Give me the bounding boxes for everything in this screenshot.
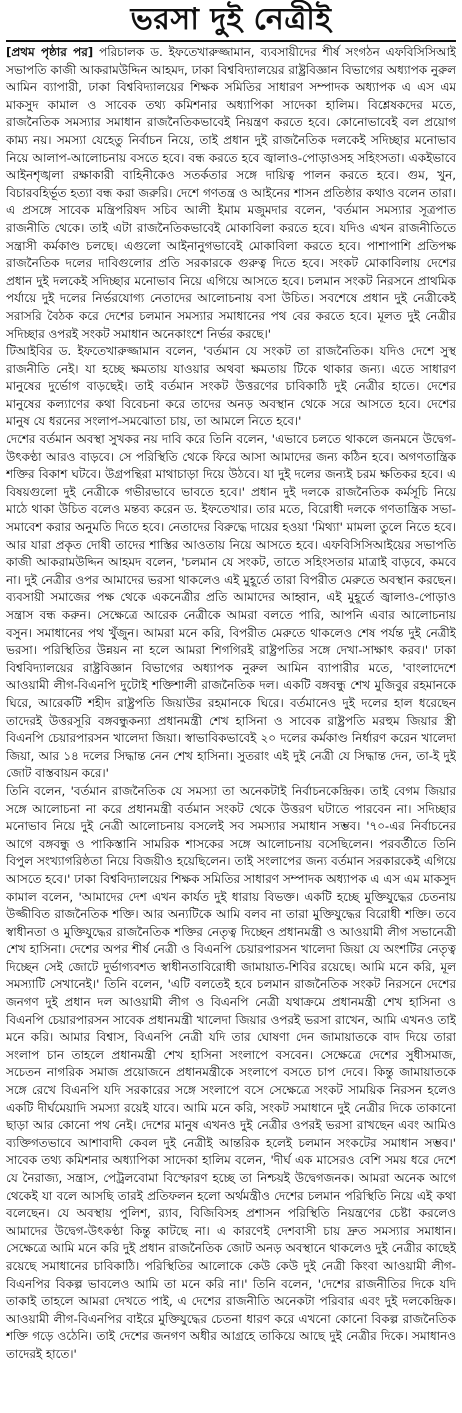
headline-rule <box>6 40 456 42</box>
article-paragraph <box>6 44 456 343</box>
paragraph-text: পরিচালক ড. ইফতেখারুজ্জামান, ব্যবসায়ীদের শীর্ষ সংগঠন এফবিসিসিআই সভাপতি কাজী আকরামউদ্দিন আহমদ, ঢাকা বিশ্ববিদ্যালয়ের রাষ্ট্রবিজ্ঞান বিভাগের অধ্যাপক নুরুল আমিন ব্যাপারী, ঢাকা বিশ্ববিদ্যালয়ের শিক্ষক সমিতির সাধারণ সম্পাদক অধ্যাপক এ এস এম মাকসুদ কামাল ও সাবেক তথ্য কমিশনার অধ্যাপিকা সাদেকা হালিম। বিশ্লেষকদের মতে, রাজনৈতিক সমস্যার সমাধান রাজনৈতিকভাবেই নিয়ন্ত্রণ করতে হবে। কোনোভাবেই বল প্রয়োগ কাম্য নয়। সমস্যা যেহেতু নির্বাচন নিয়ে, তাই প্রধান দুই রাজনৈতিক দলকেই সদিচ্ছার মনোভাব নিয়ে আলাপ-আলোচনায় বসতে হবে। বন্ধ করতে হবে জ্বালাও-পোড়াওসহ সহিংসতা। একইভাবে আইনশৃঙ্খলা রক্ষাকারী বাহিনীকেও সতর্কতার সঙ্গে দায়িত্ব পালন করতে হবে। গুম, খুন, বিচারবহির্ভূত হত্যা বন্ধ করা জরুরি। দেশে গণতন্ত্র ও আইনের শাসন প্রতিষ্ঠার কথাও বলেন তারা। এ প্রসঙ্গে সাবেক মন্ত্রিপরিষদ সচিব আলী ইমাম মজুমদার বলেন, 'বর্তমান সমস্যার সূত্রপাত রাজনীতি থেকে। তাই এটা রাজনৈতিকভাবেই মোকাবিলা করতে হবে। যদিও এখন রাজনীতিতে সন্ত্রাসী কর্মকাণ্ড চলছে। এগুলো আইনানুগভাবেই মোকাবিলা করতে হবে। পাশাপাশি প্রতিপক্ষ রাজনৈতিক দলের দাবিগুলোর প্রতি সরকারকে গুরুত্ব দিতে হবে। সংকট মোকাবিলায় দেশের প্রধান দুই দলকেই সদিচ্ছার মনোভাব নিয়ে এগিয়ে আসতে হবে। চলমান সংকট নিরসনে প্রাথমিক পর্যায়ে দুই দলের নির্ভরযোগ্য নেতাদের আলোচনায় বসা উচিত। সবশেষে প্রধান দুই নেত্রীকেই সরাসরি বৈঠক করে দেশের চলমান সমস্যার সমাধানের পথ বের করতে হবে। মূলত দুই নেত্রীর সদিচ্ছার ওপরই সংকট সমাধান অনেকাংশে নির্ভর করছে।' <box>6 45 456 341</box>
headline: ভরসা দুই নেত্রীই <box>130 2 332 37</box>
article-body <box>6 44 456 1412</box>
article-paragraph: টিআইবির ড. ইফতেখারুজ্জামান বলেন, 'বর্তমান যে সংকট তা রাজনৈতিক। যদিও দেশে সুস্থ রাজনীতি নেই। যা হচ্ছে ক্ষমতায় যাওয়ার অথবা ক্ষমতায় টিকে থাকার জন্য। এতে সাধারণ মানুষের দুর্ভোগ বাড়ছেই। তাই বর্তমান সংকট উত্তরণের চাবিকাঠি দুই নেত্রীর হাতে। দেশের মানুষের কল্যাণের কথা বিবেচনা করে তাদের অনড় অবস্থান থেকে সরে আসতে হবে। দেশের মানুষ যে ধরনের সংলাপ-সমঝোতা চায়, তা আমলে নিতে হবে।' <box>6 344 456 429</box>
continuation-label: [প্রথম পৃষ্ঠার পর] <box>6 45 94 59</box>
article-paragraph: তিনি বলেন, 'বর্তমান রাজনৈতিক যে সমস্যা তা অনেকটাই নির্বাচনকেন্দ্রিক। তাই বেগম জিয়ার সঙ্গে আলোচনা না করে প্রধানমন্ত্রী বর্তমান সংকট থেকে উত্তরণ ঘটাতে পারবেন না। সদিচ্ছার মনোভাব নিয়ে দুই নেত্রী আলোচনায় বসলেই সব সমস্যার সমাধান সম্ভব। '৭০-এর নির্বাচনের আগে বঙ্গবন্ধু ও পাকিস্তানি সামরিক শাসকের সঙ্গে আলোচনায় বসেছিলেন। পরবর্তীতে তিনি বিপুল সংখ্যাগরিষ্ঠতা নিয়ে বিজয়ীও হয়েছিলেন। তাই সংলাপের জন্য বর্তমান সরকারকেই এগিয়ে আসতে হবে।' ঢাকা বিশ্ববিদ্যালয়ের শিক্ষক সমিতির সাধারণ সম্পাদক অধ্যাপক এ এস এম মাকসুদ কামাল বলেন, 'আমাদের দেশ এখন কার্যত দুই ধারায় বিভক্ত। একটি হচ্ছে মুক্তিযুদ্ধের চেতনায় উজ্জীবিত রাজনৈতিক শক্তি। আর অন্যটিকে আমি বলব না তারা মুক্তিযুদ্ধের বিরোধী শক্তি। তবে স্বাধীনতা ও মুক্তিযুদ্ধের রাজনৈতিক শক্তির নেতৃত্ব দিচ্ছেন প্রধানমন্ত্রী ও আওয়ামী লীগ সভানেত্রী শেখ হাসিনা। দেশের অপর শীর্ষ নেত্রী ও বিএনপি চেয়ারপারসন খালেদা জিয়া যে অংশটির নেতৃত্ব দিচ্ছেন সেই জোটে দুর্ভাগ্যবশত স্বাধীনতাবিরোধী জামায়াত-শিবির রয়েছে। আমি মনে করি, মূল সমস্যাটি সেখানেই।' তিনি বলেন, 'এটি বলতেই হবে চলমান রাজনৈতিক সংকট নিরসনে দেশের জনগণ দুই প্রধান দল আওয়ামী লীগ ও বিএনপি নেত্রী যথাক্রমে প্রধানমন্ত্রী শেখ হাসিনা ও বিএনপি চেয়ারপারসন সাবেক প্রধানমন্ত্রী খালেদা জিয়ার ওপরই ভরসা রাখেন, আমি এখনও তাই মনে করি। আমার বিশ্বাস, বিএনপি নেত্রী যদি তার ঘোষণা দেন জামায়াতকে বাদ দিয়ে তারা সংলাপ চান তাহলে প্রধানমন্ত্রী শেখ হাসিনা সংলাপে বসবেন। সেক্ষেত্রে দেশের সুধীসমাজ, সচেতন নাগরিক সমাজ প্রয়োজনে প্রধানমন্ত্রীকে সংলাপে বসতে চাপ দেবে। কিন্তু জামায়াতকে সঙ্গে রেখে বিএনপি যদি সরকারের সঙ্গে সংলাপে বসে সেক্ষেত্রে সংকট সাময়িক নিরসন হলেও একটি দীর্ঘমেয়াদি সমস্যা রয়েই যাবে। আমি মনে করি, সংকট সমাধানে দুই নেত্রীর দিকে তাকানো ছাড়া আর কোনো পথ নেই। দেশের মানুষ এখনও দুই নেত্রীর ওপরই ভরসা রাখছেন এবং আমিও ব্যক্তিগতভাবে আশাবাদী কেবল দুই নেত্রীই আন্তরিক হলেই চলমান সংকটের সমাধান সম্ভব।' সাবেক তথ্য কমিশনার অধ্যাপিকা সাদেকা হালিম বলেন, 'দীর্ঘ এক মাসেরও বেশি সময় ধরে দেশে যে নৈরাজ্য, সন্ত্রাস, পেট্রলবোমা বিস্ফোরণ হচ্ছে তা নিশ্চয়ই উদ্বেগজনক। আমরা অনেক আগে থেকেই যা বলে আসছি তারই প্রতিফলন হলো অর্থমন্ত্রীও দেশের চলমান পরিস্থিতি নিয়ে এই কথা বলেছেন। যে অবস্থায় পুলিশ, র‍্যাব, বিজিবিসহ প্রশাসন পরিস্থিতি নিয়ন্ত্রণের চেষ্টা করলেও আমাদের উদ্বেগ-উৎকণ্ঠা কিন্তু কাটছে না। এ কারণেই দেশবাসী চায় দ্রুত সমস্যার সমাধান। সেক্ষেত্রে আমি মনে করি দুই প্রধান রাজনৈতিক জোট অনড় অবস্থানে থাকলেও দুই নেত্রীর কাছেই রয়েছে সমাধানের চাবিকাঠি। পরিস্থিতির আলোকে কেউ কেউ দুই নেত্রী কিংবা আওয়ামী লীগ-বিএনপির বিকল্প ভাবলেও আমি তা মনে করি না।' তিনি বলেন, 'দেশের রাজনীতির দিকে যদি তাকাই তাহলে আমরা দেখতে পাই, এ দেশের রাজনীতি অনেকটা পরিবার এবং দুই দলকেন্দ্রিক। আওয়ামী লীগ-বিএনপির বাইরে মুক্তিযুদ্ধের চেতনা ধারণ করে এখনো কোনো বিকল্প রাজনৈতিক শক্তি গড়ে ওঠেনি। তাই দেশের জনগণ অধীর আগ্রহে তাকিয়ে আছে দুই নেত্রীর দিকে। সমাধানও তাদেরই হাতে।' <box>6 783 456 1361</box>
article-paragraph: দেশের বর্তমান অবস্থা সুখকর নয় দাবি করে তিনি বলেন, 'এভাবে চলতে থাকলে জনমনে উদ্বেগ-উৎকণ্ঠা আরও বাড়বে। সে পরিস্থিতি থেকে ফিরে আসা আমাদের জন্য কঠিন হবে। অগণতান্ত্রিক শক্তির বিকাশ ঘটবে। উগ্রপন্থিরা মাথাচাড়া দিয়ে উঠবে। যা দুই দলের জন্যই চরম ক্ষতিকর হবে। এ বিষয়গুলো দুই নেত্রীকে গভীরভাবে ভাবতে হবে।' প্রধান দুই দলকে রাজনৈতিক কর্মসূচি নিয়ে মাঠে থাকা উচিত বলেও মন্তব্য করেন ড. ইফতেখার। তার মতে, বিরোধী দলকে গণতান্ত্রিক সভা-সমাবেশ করার অনুমতি দিতে হবে। নেতাদের বিরুদ্ধে দায়ের হওয়া 'মিথ্যা' মামলা তুলে নিতে হবে। আর যারা প্রকৃত দোষী তাদের শাস্তির আওতায় নিয়ে আসতে হবে। এফবিসিসিআইয়ের সভাপতি কাজী আকরামউদ্দিন আহমদ বলেন, 'চলমান যে সংকট, তাতে সহিংসতার মাত্রাই বাড়বে, কমবে না। দুই নেত্রীর ওপর আমাদের ভরসা থাকলেও এই মুহূর্তে তারা বিপরীত মেরুতে অবস্থান করছেন। ব্যবসায়ী সমাজের পক্ষ থেকে একনেত্রীর প্রতি আমাদের আহ্বান, এই মুহূর্তে জ্বালাও-পোড়াও সন্ত্রাস বন্ধ করুন। সেক্ষেত্রে আরেক নেত্রীকে আমরা বলতে পারি, আপনি এবার আলোচনায় বসুন। সমাধানের পথ খুঁজুন। আমরা মনে করি, বিপরীত মেরুতে থাকলেও শেষ পর্যন্ত দুই নেত্রীই ভরসা। পরিস্থিতির উন্নয়ন না হলে আমরা শিগগিরই রাষ্ট্রপতির সঙ্গে দেখা-সাক্ষাৎ করব।' ঢাকা বিশ্ববিদ্যালয়ের রাষ্ট্রবিজ্ঞান বিভাগের অধ্যাপক নুরুল আমিন ব্যাপারীর মতে, 'বাংলাদেশে আওয়ামী লীগ-বিএনপি দুটোই শক্তিশালী রাজনৈতিক দল। একটি বঙ্গবন্ধু শেখ মুজিবুর রহমানকে ঘিরে, আরেকটি শহীদ রাষ্ট্রপতি জিয়াউর রহমানকে ঘিরে। বর্তমানেও দুই দলের হাল ধরেছেন তাদেরই উত্তরসূরি বঙ্গবন্ধুকন্যা প্রধানমন্ত্রী শেখ হাসিনা ও সাবেক রাষ্ট্রপতি মরহুম জিয়ার স্ত্রী বিএনপি চেয়ারপারসন খালেদা জিয়া। স্বাভাবিকভাবেই ২০ দলের কর্মকাণ্ড নির্ধারণ করেন খালেদা জিয়া, আর ১৪ দলের সিদ্ধান্ত নেন শেখ হাসিনা। সুতরাং এই দুই নেত্রী যে সিদ্ধান্ত দেন, তা-ই দুই জোট বাস্তবায়ন করে।' <box>6 432 456 781</box>
